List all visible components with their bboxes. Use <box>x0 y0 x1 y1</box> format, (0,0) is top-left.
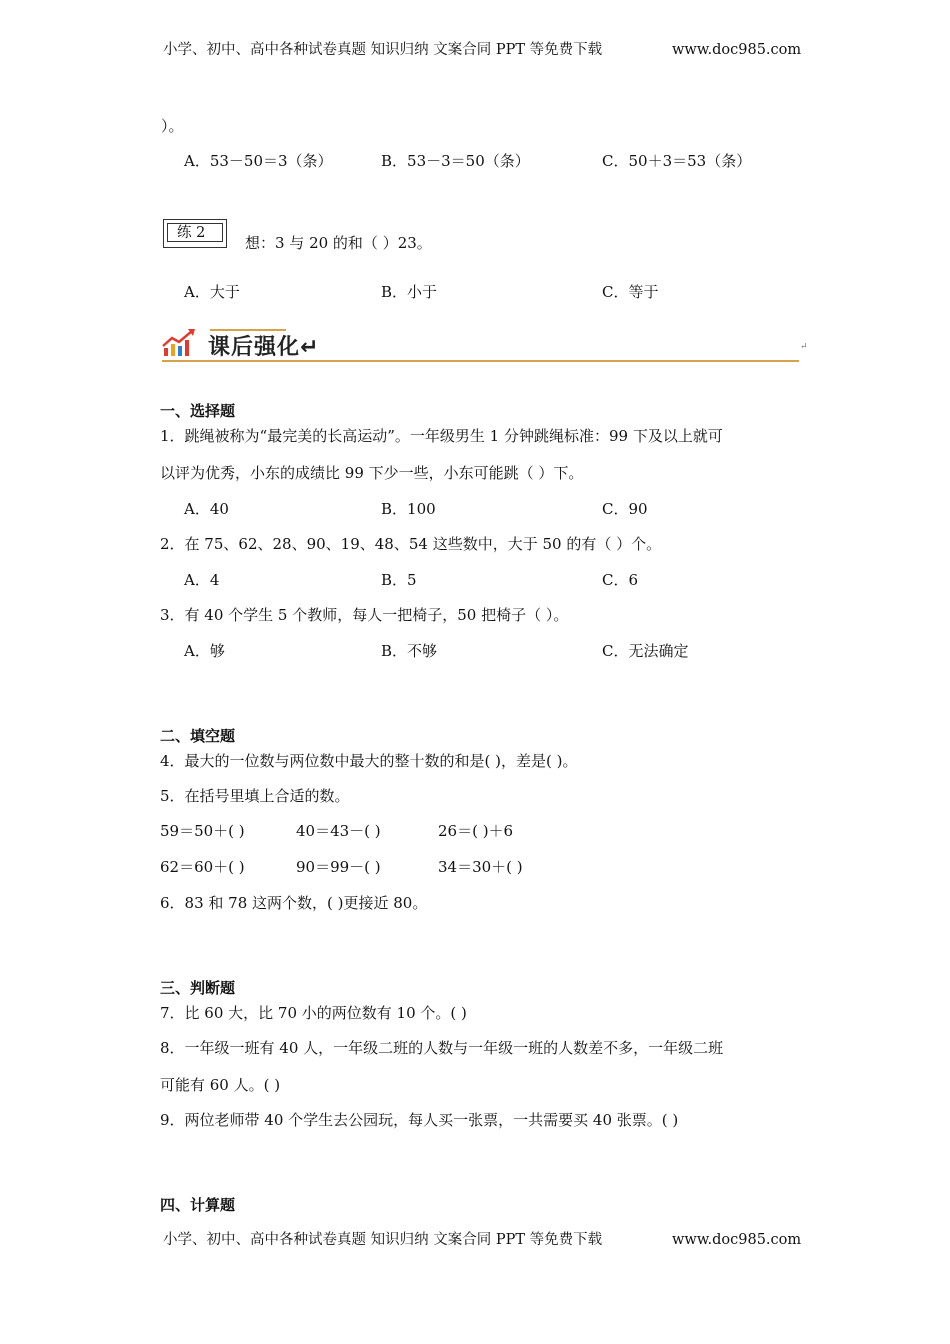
q3-option-c: C．无法确定 <box>602 642 689 660</box>
q2-option-c: C．6 <box>602 571 639 589</box>
practice2-option-a: A．大于 <box>184 283 240 301</box>
practice-tag <box>163 219 227 248</box>
section-title-choice: 一、选择题 <box>160 402 236 420</box>
q5-row1-item1: 59＝50＋( ) <box>160 822 245 840</box>
q5-row2-item1: 62＝60＋( ) <box>160 858 245 876</box>
q8-line1: 8．一年级一班有 40 人，一年级二班的人数与一年级一班的人数差不多，一年级二班 <box>160 1039 724 1057</box>
q1-line1: 1．跳绳被称为“最完美的长高运动”。一年级男生 1 分钟跳绳标准：99 下及以上就可 <box>160 427 723 445</box>
q8-line2: 可能有 60 人。( ) <box>160 1076 281 1094</box>
q1-option-a: A．40 <box>184 500 229 518</box>
prev-option-b: B．53－3＝50（条） <box>381 152 530 170</box>
q5-row2-item3: 34＝30＋( ) <box>438 858 523 876</box>
chart-growth-icon <box>162 328 198 362</box>
q2-option-b: B．5 <box>381 571 417 589</box>
q2-text: 2．在 75、62、28、90、19、48、54 这些数中，大于 50 的有（ ）个。 <box>160 535 662 553</box>
q7-text: 7．比 60 大，比 70 小的两位数有 10 个。( ) <box>160 1004 467 1022</box>
q5-row1-item2: 40＝43－( ) <box>296 822 381 840</box>
q5-row2-item2: 90＝99－( ) <box>296 858 381 876</box>
q1-line2: 以评为优秀，小东的成绩比 99 下少一些，小东可能跳（ ）下。 <box>160 464 584 482</box>
q3-option-b: B．不够 <box>381 642 438 660</box>
banner-top-line <box>210 329 286 331</box>
prev-option-c: C．50＋3＝53（条） <box>602 152 752 170</box>
practice2-question: 想：3 与 20 的和（ ）23。 <box>245 234 432 252</box>
q4-text: 4．最大的一位数与两位数中最大的整十数的和是( )，差是( )。 <box>160 752 578 770</box>
practice2-option-c: C．等于 <box>602 283 659 301</box>
q1-option-b: B．100 <box>381 500 436 518</box>
header-url[interactable]: www.doc985.com <box>672 42 802 58</box>
section-title-calc: 四、计算题 <box>160 1196 236 1214</box>
prev-option-a: A．53－50＝3（条） <box>184 152 333 170</box>
section-title-fill: 二、填空题 <box>160 727 236 745</box>
q5-row1-item3: 26＝( )＋6 <box>438 822 514 840</box>
q3-option-a: A．够 <box>184 642 225 660</box>
banner-title: 课后强化↵ <box>208 335 320 360</box>
prev-question-tail: ）。 <box>161 117 184 135</box>
q6-text: 6．83 和 78 这两个数，( )更接近 80。 <box>160 894 428 912</box>
section-title-judge: 三、判断题 <box>160 979 236 997</box>
q5-text: 5．在括号里填上合适的数。 <box>160 787 350 805</box>
banner-mark: ↵ <box>800 342 808 352</box>
footer-url[interactable]: www.doc985.com <box>672 1232 802 1248</box>
practice-tag-label: 练 2 <box>167 223 223 242</box>
banner-underline <box>162 360 799 362</box>
q3-text: 3．有 40 个学生 5 个教师，每人一把椅子，50 把椅子（ ）。 <box>160 606 569 624</box>
practice2-option-b: B．小于 <box>381 283 438 301</box>
q1-option-c: C．90 <box>602 500 648 518</box>
q9-text: 9．两位老师带 40 个学生去公园玩，每人买一张票，一共需要买 40 张票。( ) <box>160 1111 679 1129</box>
q2-option-a: A．4 <box>184 571 220 589</box>
header-text: 小学、初中、高中各种试卷真题 知识归纳 文案合同 PPT 等免费下载 <box>163 42 603 58</box>
footer-text: 小学、初中、高中各种试卷真题 知识归纳 文案合同 PPT 等免费下载 <box>163 1232 603 1248</box>
